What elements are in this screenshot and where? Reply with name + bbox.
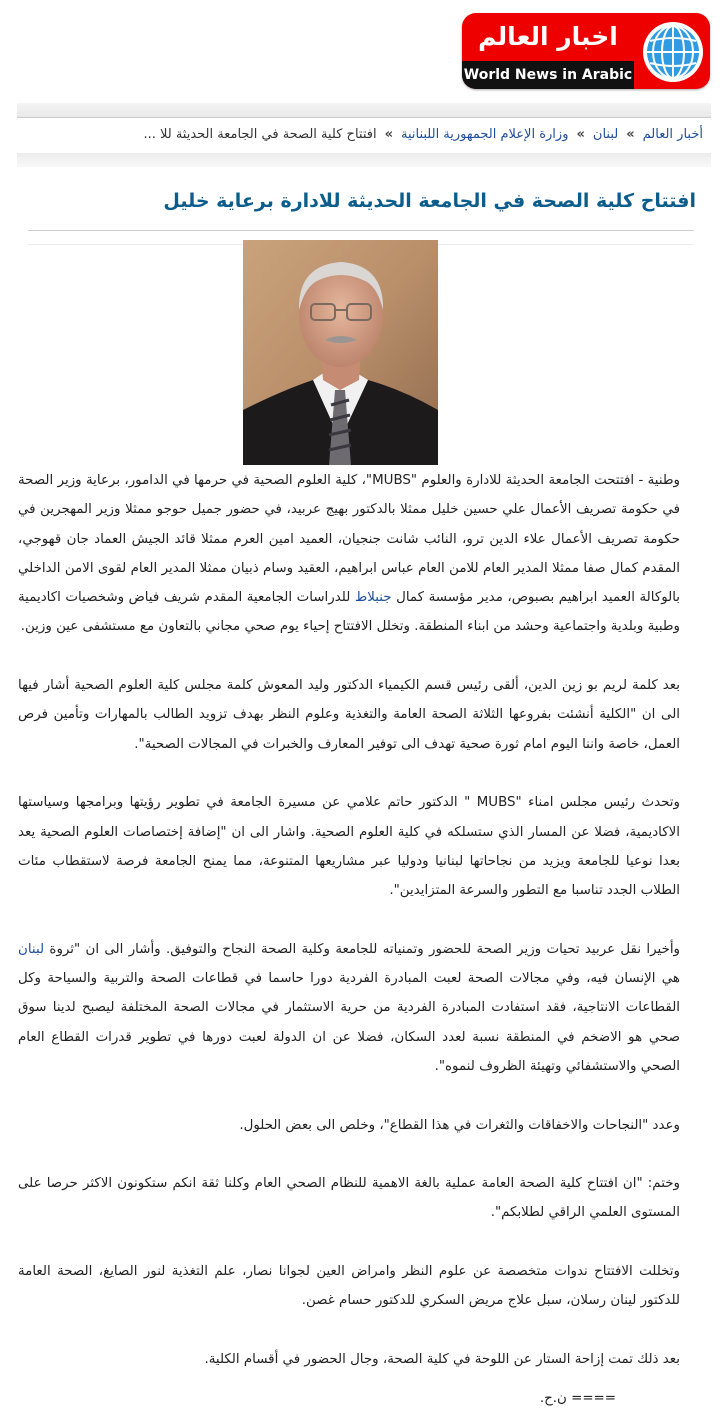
paragraph-text: للدراسات الجامعية المقدم شريف فياض وشخصيات اكاديمية وطبية وبلدية واجتماعية وحشد من ابناء المنطقة. وتخلل الافتتاح إحياء يوم صحي مجاني بالتعاون مع مستشفى عين وزين. — [18, 590, 680, 635]
globe-icon — [642, 21, 704, 83]
article-paragraph: بعد ذلك تمت إزاحة الستار عن اللوحة في كلية الصحة، وجال الحضور في أقسام الكلية. — [204, 1351, 680, 1367]
logo-english-text: World News in Arabic — [462, 61, 634, 89]
link-jumblatt[interactable]: جنبلاط — [354, 590, 392, 606]
title-divider — [28, 230, 694, 231]
breadcrumb-top-band — [17, 103, 711, 117]
breadcrumb-item-world-news[interactable]: أخبار العالم — [642, 127, 703, 142]
article-paragraph: بعد كلمة لريم بو زين الدين، ألقى رئيس قسم الكيمياء الدكتور وليد المعوش كلمة مجلس كلية العلوم الصحية أشار فيها الى ان "الكلية أنشئت بفروعها الثلاثة الصحة العامة والتغذية وعلوم النظر بهدف تزويد الطالب بالمهارات وتأمين فرص العمل، خاصة واننا اليوم امام ثورة صحية تهدف الى توفير المعارف والخبرات في المجالات الصحية". — [18, 678, 680, 752]
article-photo — [243, 240, 438, 465]
breadcrumb — [17, 117, 711, 155]
breadcrumb-separator: » — [384, 127, 393, 142]
article-paragraph — [18, 935, 680, 1081]
paragraph-text: وطنية - افتتحت الجامعة الحديثة للادارة والعلوم "MUBS"، كلية العلوم الصحية في حرمها في الدامور، برعاية وزير الصحة في حكومة تصريف الأعمال علي حسين خليل ممثلا بالدكتور بهيج عربيد، في حضور جميل حوجو ممثلا وزير المهجرين في حكومة تصريف الأعمال علاء الدين ترو، النائب شانت جنجيان، العميد امين العرم ممثلا قائد الجيش العماد جان قهوجي، المقدم كمال صفا ممثلا المدير العام للامن العام عباس ابراهيم، العقيد وسام ذبيان ممثلا المدير العام لقوى الامن الداخلي بالوكالة العميد ابراهيم بصبوص، مدير مؤسسة كمال — [18, 473, 681, 606]
breadcrumb-item-ministry[interactable]: وزارة الإعلام الجمهورية اللبنانية — [400, 127, 569, 142]
article-paragraph: وختم: "ان افتتاح كلية الصحة العامة عملية بالغة الاهمية للنظام الصحي العام وكلنا ثقة انكم ستكونون الاكثر حرصا على المستوى العلمي الراقي لطلابكم". — [18, 1176, 680, 1221]
article-paragraph: وعدد "النجاحات والاخفاقات والثغرات في هذا القطاع"، وخلص الى بعض الحلول. — [239, 1117, 680, 1133]
article-paragraph: وتخللت الافتتاح ندوات متخصصة عن علوم النظر وامراض العين لجوانا نصار، علم التغذية لنور الصايغ، الصحة العامة للدكتور لينان رسلان، سبل علاج مريض السكري للدكتور حسام غصن. — [18, 1264, 680, 1309]
breadcrumb-separator: » — [576, 127, 585, 142]
logo-arabic-text: اخبار العالم — [478, 22, 618, 51]
paragraph-text: هي الإنسان فيه، وفي مجالات الصحة لعبت المبادرة الفردية دورا حاسما في قطاعات الصحة والتربية والسياحة وكل القطاعات الانتاجية، فقد استفادت المبادرة الفردية من حرية الاستثمار في مجالات الصحة المختلفة ليصبح لدينا سوق صحي هو الاضخم في المنطقة نسبة لعدد السكان، فضلا عن ان الدولة لعبت دورها في تطوير قدرات القطاع العام الصحي والاستشفائي وتهيئة الظروف لنموه". — [18, 971, 680, 1074]
article-paragraph: وتحدث رئيس مجلس امناء "MUBS " الدكتور حاتم علامي عن مسيرة الجامعة في تطوير رؤيتها وبرامجها وسياستها الاكاديمية، فضلا عن المسار الذي ستسلكه في كلية العلوم الصحية. واشار الى ان "إضافة إختصاصات العلوم الصحية يعد بعدا نوعيا للجامعة ويزيد من نجاحاتها لبنانيا ودوليا عبر مشاريعها المتنوعة، مما يمنح الجامعة فرصة لاستقطاب مئات الطلاب الجدد تناسبا مع التطور والسرعة المتزايدين". — [18, 795, 680, 899]
portrait-image — [243, 240, 438, 465]
breadcrumb-bottom-band — [17, 153, 711, 167]
link-lebanon[interactable]: لبنان — [18, 941, 45, 957]
article-signature: ==== ن.ح. — [539, 1391, 616, 1407]
site-logo[interactable] — [462, 13, 710, 89]
article-title: افتتاح كلية الصحة في الجامعة الحديثة للادارة برعاية خليل — [163, 190, 696, 212]
article-body — [18, 466, 680, 1414]
site-header — [0, 0, 720, 100]
breadcrumb-separator: » — [626, 127, 635, 142]
breadcrumb-item-lebanon[interactable]: لبنان — [592, 127, 619, 142]
article-paragraph — [18, 466, 680, 642]
paragraph-text: وأخيرا نقل عربيد تحيات وزير الصحة للحضور وتمنياته للجامعة وكلية الصحة النجاح والتوفيق. وأشار الى ان "ثروة — [49, 941, 681, 957]
breadcrumb-current: افتتاح كلية الصحة في الجامعة الحديثة للا ... — [143, 127, 377, 142]
